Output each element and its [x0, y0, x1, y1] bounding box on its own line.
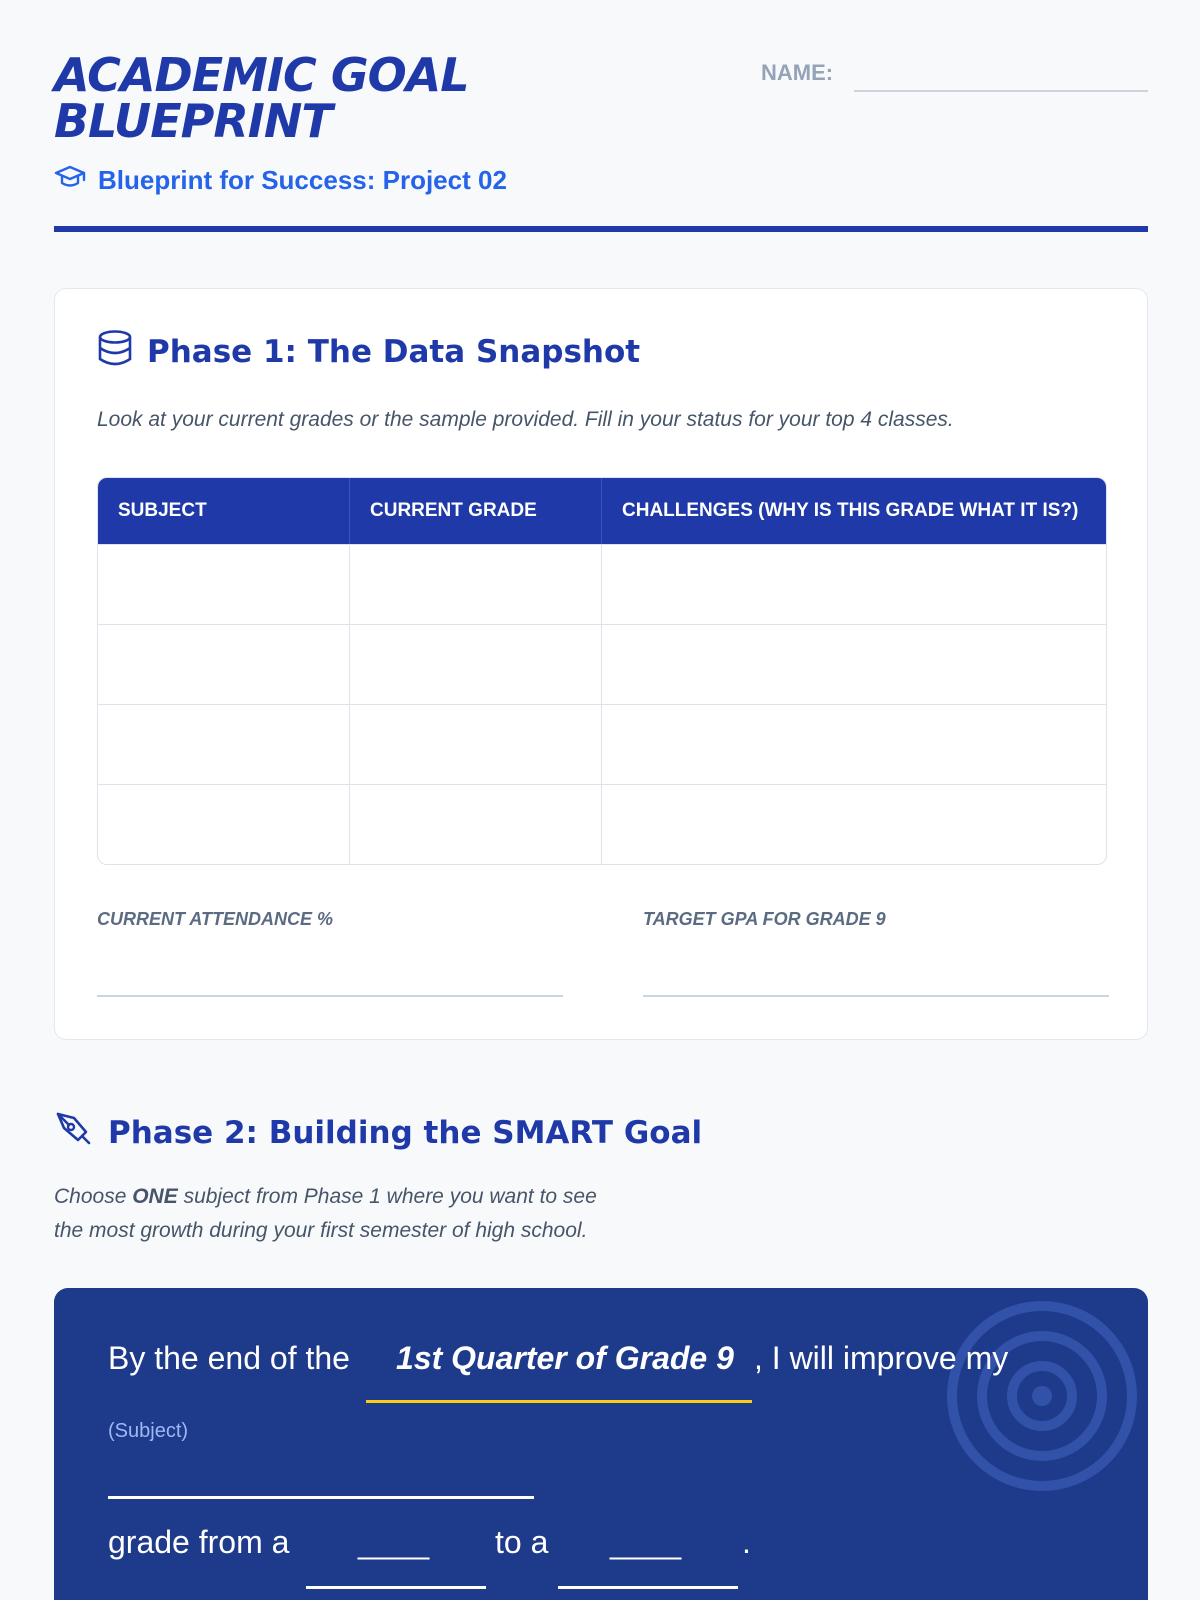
intro-emphasis: ONE [132, 1185, 178, 1208]
table-cell-grade[interactable] [350, 704, 602, 784]
table-row [98, 784, 1106, 864]
page-title: ACADEMIC GOAL BLUEPRINT [54, 48, 469, 148]
column-header-challenges: CHALLENGES (WHY IS THIS GRADE WHAT IT IS?) [602, 478, 1106, 544]
database-icon [97, 329, 133, 375]
goal-period-mark: . [742, 1524, 751, 1560]
table-header-row [98, 478, 1106, 544]
table-row [98, 704, 1106, 784]
table-cell-subject[interactable] [98, 544, 350, 624]
attendance-field[interactable] [97, 995, 563, 997]
target-gpa-field[interactable] [643, 995, 1109, 997]
column-header-subject: SUBJECT [98, 478, 350, 544]
intro-after: subject from Phase 1 where you want to see [177, 1185, 597, 1208]
table-cell-subject[interactable] [98, 784, 350, 864]
goal-to-grade-field[interactable] [558, 1586, 738, 1589]
goal-by-end-text: By the end of the [108, 1340, 350, 1376]
subtitle-text: Blueprint for Success: Project 02 [98, 165, 507, 195]
goal-improve-text: , I will improve my [754, 1340, 1009, 1376]
phase1-instructions: Look at your current grades or the sample provided. Fill in your status for your top 4 classes. [97, 408, 954, 431]
phase1-heading [97, 329, 640, 375]
goal-from-blank-text: ____ [358, 1524, 430, 1560]
grades-table [97, 477, 1107, 865]
table-cell-challenges[interactable] [602, 544, 1106, 624]
table-cell-subject[interactable] [98, 704, 350, 784]
goal-period-field[interactable] [366, 1400, 752, 1403]
column-header-current-grade: CURRENT GRADE [350, 478, 602, 544]
table-row [98, 624, 1106, 704]
target-gpa-label: TARGET GPA FOR GRADE 9 [643, 909, 886, 929]
table-row [98, 544, 1106, 624]
goal-subject-field[interactable] [108, 1496, 534, 1499]
table-cell-challenges[interactable] [602, 784, 1106, 864]
phase2-instructions-line2: the most growth during your first semester of high school. [54, 1219, 588, 1242]
phase2-instructions-line1 [54, 1180, 597, 1214]
table-cell-subject[interactable] [98, 624, 350, 704]
graduation-cap-icon [54, 164, 86, 197]
intro-before: Choose [54, 1185, 133, 1208]
name-field[interactable] [854, 90, 1148, 92]
pen-tool-icon [54, 1110, 94, 1156]
subject-hint-label: (Subject) [108, 1420, 189, 1442]
target-icon [942, 1296, 1142, 1501]
table-cell-grade[interactable] [350, 624, 602, 704]
phase2-title: Phase 2: Building the SMART Goal [108, 1115, 703, 1151]
phase2-heading [54, 1110, 702, 1156]
table-cell-grade[interactable] [350, 544, 602, 624]
phase1-title: Phase 1: The Data Snapshot [147, 334, 641, 370]
name-label: NAME: [761, 60, 834, 85]
smart-goal-box [54, 1288, 1148, 1600]
phase2-instructions [54, 1180, 597, 1248]
table-cell-challenges[interactable] [602, 704, 1106, 784]
page-header [54, 48, 1148, 195]
goal-to-blank-text: ____ [610, 1524, 682, 1560]
attendance-label: CURRENT ATTENDANCE % [97, 909, 333, 929]
header-divider [54, 226, 1148, 232]
table-cell-grade[interactable] [350, 784, 602, 864]
goal-grade-from-text: grade from a [108, 1524, 290, 1560]
goal-period-value: 1st Quarter of Grade 9 [396, 1340, 734, 1376]
phase1-card [54, 288, 1148, 1040]
goal-from-grade-field[interactable] [306, 1586, 486, 1589]
project-subtitle [54, 164, 507, 197]
table-cell-challenges[interactable] [602, 624, 1106, 704]
goal-to-text: to a [495, 1524, 549, 1560]
